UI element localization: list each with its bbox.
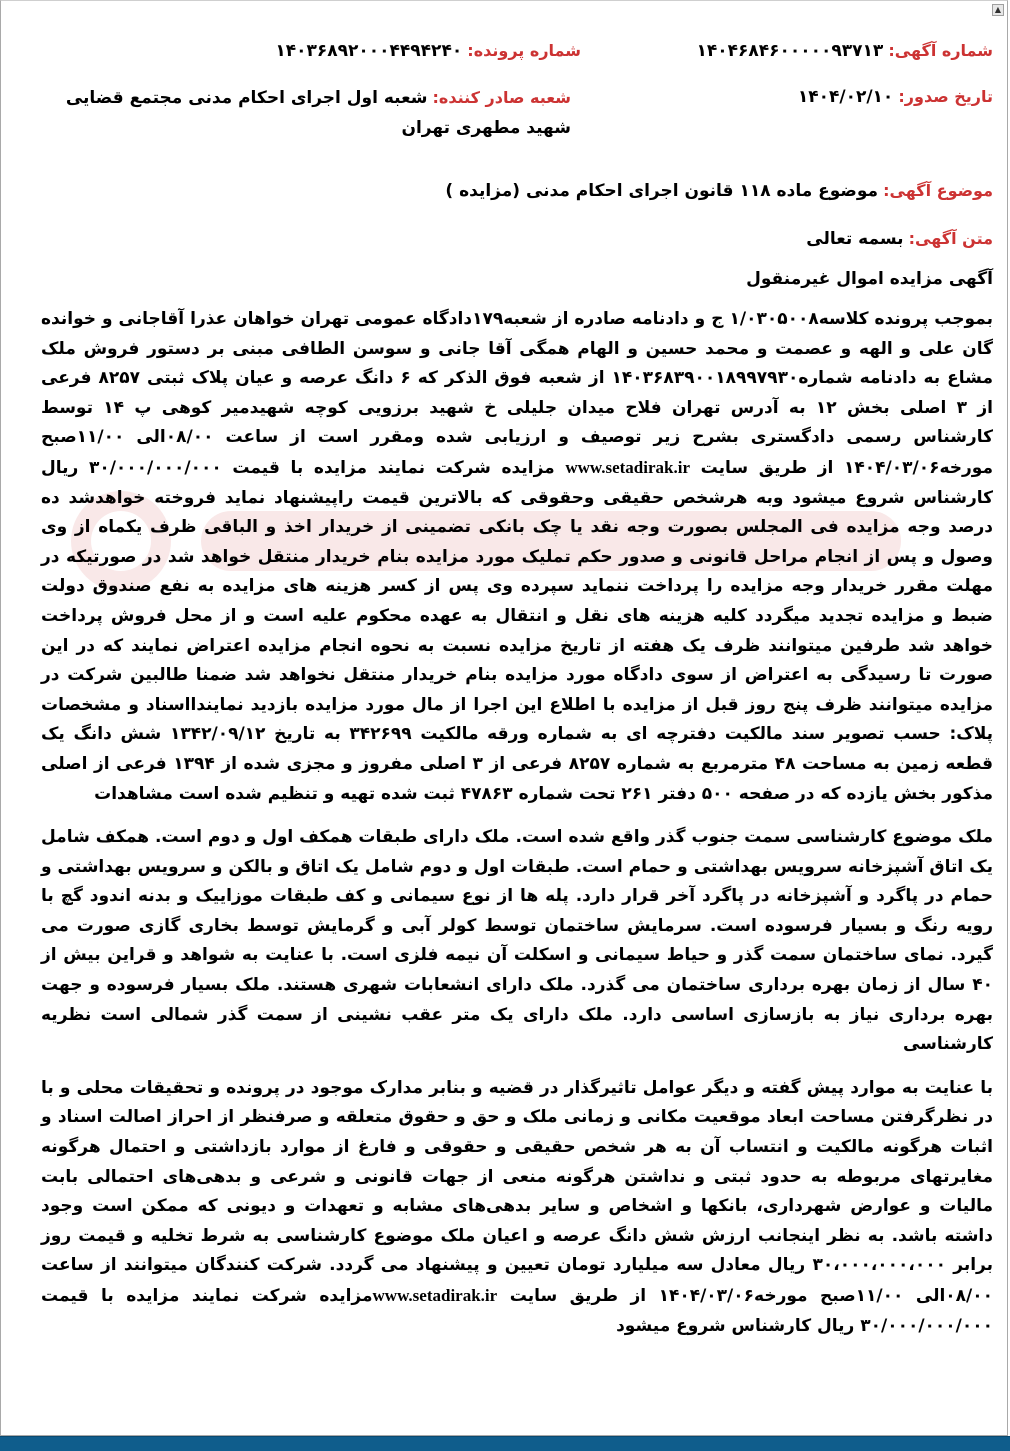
header-row-issue [41, 83, 993, 143]
paragraph1-part1: بموجب پرونده کلاسه۱/۰۳۰۵۰۰۸ ج و دادنامه صادره از شعبه۱۷۹دادگاه عمومی تهران خواهان عذرا آقاجانی و خوانده گان علی و الهه و عصمت و محمد حسین و الهام همگی آقا جانی و سوسن الطافی مبنی بر دستور فروش ملک مشاع به دادنامه شماره۱۴۰۳۶۸۳۹۰۰۱۸۹۹۷۹۳۰ از شعبه فوق الذکر که ۶ دانگ عرصه و عیان پلاک ثبتی ۸۲۵۷ فرعی از ۳ اصلی بخش ۱۲ به آدرس تهران فلاح میدان جلیلی خ شهید برزویی کوچه شهیدمیر کوهی پ ۱۴ توسط کارشناس رسمی دادگستری بشرح زیر توصیف و ارزیابی شده ومقرر است از ساعت ۰۸/۰۰الی ۱۱/۰۰صبح مورخه۱۴۰۴/۰۳/۰۶ از طریق سایت [41, 309, 993, 478]
text-label: متن آگهی: [908, 229, 993, 248]
issue-date-field [593, 83, 993, 143]
issuer-label: شعبه صادر کننده: [432, 88, 571, 107]
paragraph-auction-terms [41, 305, 993, 809]
issuer-value: شعبه اول اجرای احکام مدنی مجتمع قضایی شهید مطهری تهران [65, 88, 571, 138]
issue-date-value: ۱۴۰۴/۰۲/۱۰ [797, 87, 894, 107]
subject-field [41, 177, 993, 205]
case-number-field [41, 37, 581, 65]
paragraph3-part1: با عنایت به موارد پیش گفته و دیگر عوامل تاثیرگذار در قضیه و بنابر مدارک موجود در پرونده و تحقیقات محلی و با در نظرگرفتن مساحت ابعاد موقعیت مکانی و زمانی ملک و حق و حقوق متعلقه و صرفنظر از احراز اصالت اسناد و اثبات هرگونه مالکیت و انتساب آن به هر شخص حقیقی و حقوقی و فارغ از موارد بازداشتی و احتمال هرگونه مغایرتهای مربوطه به حدود ثبتی و نداشتن هرگونه منعی از جهات قانونی و شرعی و بدهی‌های احتمالی بابت مالیات و عوارض شهرداری، بانکها و اشخاص و سایر بدهی‌های مشابه و تعهدات و دیونی که ممکن است وجود داشته باشد. به نظر اینجانب ارزش شش دانگ عرصه و اعیان ملک موضوع کارشناسی به شرط تخلیه و قیمت روز برابر ۳۰،۰۰۰،۰۰۰،۰۰۰ ریال معادل سه میلیارد تومان تعیین و پیشنهاد می گردد. شرکت کنندگان میتوانند از ساعت ۰۸/۰۰الی ۱۱/۰۰صبح مورخه۱۴۰۴/۰۳/۰۶ از طریق سایت [41, 1077, 994, 1306]
case-number-label: شماره پرونده: [467, 41, 581, 60]
paragraph-expert-opinion [41, 1074, 993, 1341]
text-start-value: بسمه تعالی [806, 229, 904, 249]
paragraph1-part2: مزایده شرکت نمایند مزایده با قیمت ۳۰/۰۰۰/۰۰۰/۰۰۰ ریال کارشناس شروع میشود وبه هرشخص حقیقی وحقوقی که بالاترین قیمت راپیشنهاد نماید فروخته خواهدشد ده درصد وجه مزایده فی المجلس بصورت وجه نقد یا چک بانکی تضمینی از خریدار اخذ و الباقی ظرف یکماه از وی وصول و پس از انجام مراحل قانونی و صدور حکم تملیک مورد مزایده بنام خریدار منتقل خواهد شد در صورتیکه در مهلت مقرر خریدار وجه مزایده را پرداخت ننماید سپرده وی پس از کسر هزینه های مزایده به نفع صندوق دولت ضبط و مزایده تجدید میگردد کلیه هزینه های نقل و انتقال به عهده محکوم علیه است و از محل فروش پرداخت خواهد شد طرفین میتوانند ظرف یک هفته از تاریخ مزایده نسبت به نحوه انجام مزایده اعتراض نمایند که در این صورت تا رسیدگی به اعتراض از سوی دادگاه مورد مزایده بنام خریدار منتقل نخواهد شد ضمنا طالبین شرکت در مزایده میتوانند ظرف پنج روز قبل از مزایده با اطلاع این اجرا از مال مورد مزایده بازدید نمایندااسناد و مشخصات پلاک: حسب تصویر سند مالکیت دفترچه ای به شماره ورقه مالکیت ۳۴۲۶۹۹ به تاریخ ۱۳۴۲/۰۹/۱۲ شش دانگ یک قطعه زمین به مساحت ۴۸ مترمربع به شماره ۸۲۵۷ فرعی از ۳ اصلی مفروز و مجزی شده از ۱۳۹۴ فرعی از اصلی مذکور بخش یازده که در صفحه ۵۰۰ دفتر ۲۶۱ تحت شماره ۴۷۸۶۳ ثبت شده تهیه و تنظیم شده است مشاهدات [41, 457, 994, 804]
site-link-2[interactable]: www.setadirak.ir [372, 1286, 498, 1305]
ad-number-value: ۱۴۰۴۶۸۴۶۰۰۰۰۰۹۳۷۱۳ [696, 41, 884, 61]
subject-label: موضوع آگهی: [883, 181, 993, 200]
scroll-up-arrow-icon[interactable]: ▲ [992, 4, 1004, 16]
header-row-numbers [41, 37, 993, 65]
paragraph-property-description: ملک موضوع کارشناسی سمت جنوب گذر واقع شده است. ملک دارای طبقات همکف اول و دوم است. همکف شامل یک اتاق آشپزخانه سرویس بهداشتی و حمام است. طبقات اول و دوم شامل یک اتاق و بالکن و سرویس بهداشتی و حمام در پاگرد و آشپزخانه در پاگرد آخر قرار دارد. پله ها از نوع سیمانی و کف طبقات موزاییک و بدنه اندود گچ با رویه رنگ و بسیار فرسوده است. سرمایش ساختمان توسط کولر آبی و گرمایش توسط بخاری گازی صورت می گیرد. نمای ساختمان سمت گذر و حیاط سیمانی و اسکلت آن نیمه فلزی است. با عنایت به شواهد و قراین بیش از ۴۰ سال از زمان بهره برداری ساختمان می گذرد. ملک دارای انشعابات شهری هستند. ملک بسیار فرسوده و جهت بهره برداری نیاز به بازسازی اساسی دارد. ملک دارای یک متر عقب نشینی از سمت گذر شمالی است نظریه کارشناسی [41, 827, 993, 1055]
issuer-field [41, 83, 571, 143]
site-link-1[interactable]: www.setadirak.ir [565, 457, 691, 477]
bottom-bar [0, 1436, 1010, 1451]
paragraph3-part2: مزایده شرکت نمایند مزایده با قیمت ۳۰/۰۰۰/۰۰۰/۰۰۰ ریال کارشناس شروع میشود [41, 1286, 993, 1336]
ad-number-label: شماره آگهی: [888, 41, 993, 60]
case-number-value: ۱۴۰۳۶۸۹۲۰۰۰۴۴۹۴۲۴۰ [275, 41, 463, 61]
subject-value: موضوع ماده ۱۱۸ قانون اجرای احکام مدنی (مزایده ) [445, 181, 879, 201]
issue-date-label: تاریخ صدور: [898, 87, 993, 106]
announcement-content [41, 37, 993, 1341]
ad-number-field [593, 37, 993, 65]
announcement-title: آگهی مزایده اموال غیرمنقول [746, 269, 993, 289]
text-field [41, 225, 993, 253]
